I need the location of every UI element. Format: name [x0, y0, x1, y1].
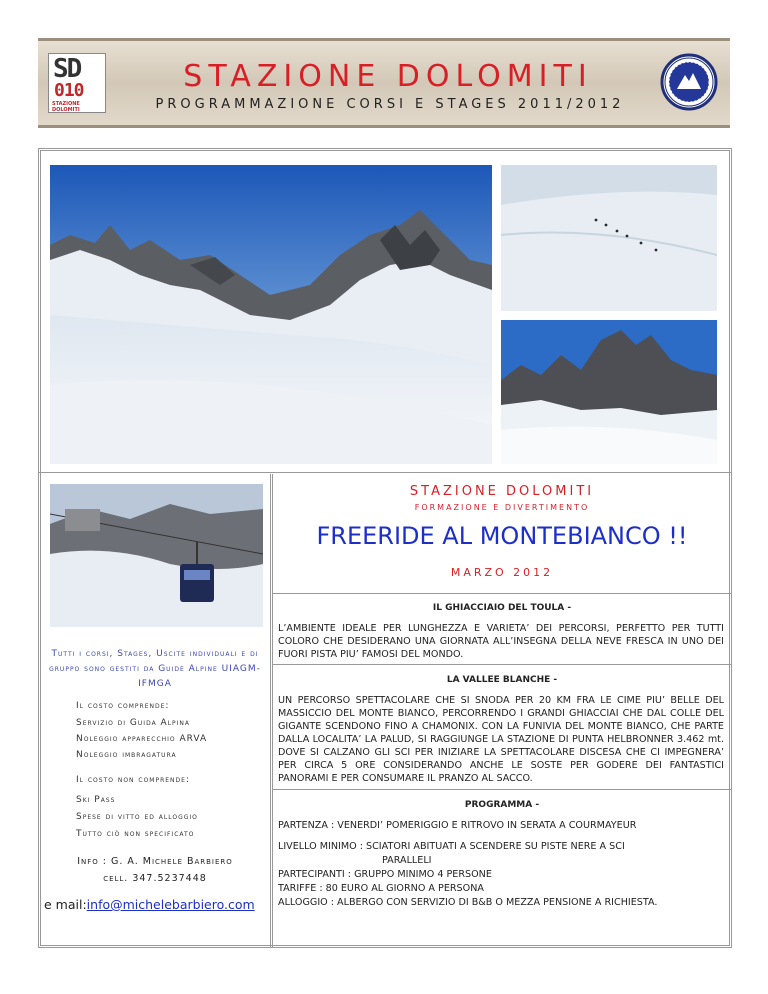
section-text-toula: L’AMBIENTE IDEALE PER LUNGHEZZA E VARIETA’ DEI PERCORSI, PERFETTO PER TUTTI COLORO CHE DESIDERANO UNA GIORNATA ALL’INSEGNA DELLA NEVE FRESCA IN UNO DEI FUORI PISTA PIU’ FAMOSI DEL MONDO. — [278, 623, 724, 660]
logo-text: SD — [53, 54, 81, 84]
flyer-date: MARZO 2012 — [450, 566, 554, 579]
divider — [38, 472, 732, 473]
email-line — [44, 897, 255, 912]
includes-item: Servizio di Guida Alpina — [76, 718, 191, 728]
section-heading-vallee-blanche: LA VALLEE BLANCHE - — [446, 675, 558, 685]
glacier-panorama-photo — [50, 165, 492, 464]
excludes-heading: Il costo non comprende: — [76, 775, 190, 785]
program-heading: PROGRAMMA - — [464, 800, 540, 810]
flyer-org: STAZIONE DOLOMITI — [409, 484, 595, 499]
header-title: STAZIONE DOLOMITI — [183, 59, 593, 94]
info-name: Info : G. A. Michele Barbiero — [77, 856, 233, 867]
includes-item: Noleggio apparecchio ARVA — [76, 734, 208, 744]
program-livello-cont: PARALLELI — [382, 855, 432, 866]
divider — [272, 789, 732, 790]
program-partenza: PARTENZA : VENERDI’ POMERIGGIO E RITROVO IN SERATA A COURMAYEUR — [278, 820, 637, 831]
includes-item: Noleggio imbragatura — [76, 750, 177, 760]
divider — [272, 593, 732, 594]
mountain-peaks-photo — [501, 320, 717, 464]
cable-car-photo — [50, 484, 263, 627]
section-text-vallee-blanche: UN PERCORSO SPETTACOLARE CHE SI SNODA PER 20 KM FRA LE CIME PIU’ BELLE DEL MASSICCIO DEL MONTE BIANCO, PERCORRENDO I GRANDI GHIACCIAI CHE DAL COLLE DEL GIGANTE SCENDONO FINO A CHAMONIX. CON LA FUNIVIA DEL MONTE BIANCO, CHE PARTE DALLA LOCALITA’ LA PALUD, SI RAGGIUNGE LA STAZIONE DI PUNTA HELBRONNER 3.462 mt. DOVE SI CALZANO GLI SCI PER INIZIARE LA SPETTACOLARE DISCESA CHE CI IMPEGNERA’ PER CIRCA 5 ORE CONSIDERANDO ANCHE LE SOSTE PER GODERE DEI FANTASTICI PANORAMI E PER CONSUMARE IL PRANZO AL SACCO. — [278, 695, 724, 784]
email-label: e mail: — [44, 897, 87, 912]
flyer-tagline: FORMAZIONE E DIVERTIMENTO — [414, 503, 590, 512]
guide-alpine-seal-icon — [660, 53, 718, 111]
excludes-item: Spese di vitto ed alloggio — [76, 812, 198, 822]
skiers-glacier-photo — [501, 165, 717, 311]
program-livello: LIVELLO MINIMO : SCIATORI ABITUATI A SCENDERE SU PISTE NERE A SCI — [278, 841, 625, 852]
program-tariffe: TARIFFE : 80 EURO AL GIORNO A PERSONA — [278, 883, 484, 894]
excludes-item: Tutto ciò non specificato — [76, 829, 195, 839]
section-heading-toula: IL GHIACCIAIO DEL TOULA - — [432, 603, 572, 613]
logo-tagline: STAZIONE DOLOMITI — [52, 101, 80, 113]
sidebar-intro: Tutti i corsi, Stages, Uscite individuali e di gruppo sono gestiti da Guide Alpine UIAGM-IFMGA — [49, 649, 261, 689]
sd010-logo — [48, 53, 106, 113]
header-banner — [38, 38, 730, 128]
program-partecipanti: PARTECIPANTI : GRUPPO MINIMO 4 PERSONE — [278, 869, 492, 880]
includes-heading: Il costo comprende: — [76, 701, 170, 711]
flyer-title: FREERIDE AL MONTEBIANCO !! — [316, 522, 688, 550]
email-link[interactable]: info@michelebarbiero.com — [86, 897, 255, 912]
program-alloggio: ALLOGGIO : ALBERGO CON SERVIZIO DI B&B O MEZZA PENSIONE A RICHIESTA. — [278, 897, 658, 908]
header-subtitle: PROGRAMMAZIONE CORSI E STAGES 2011/2012 — [155, 97, 625, 112]
info-contact — [42, 853, 268, 887]
excludes-item: Ski Pass — [76, 795, 116, 805]
info-phone: cell. 347.5237448 — [103, 873, 207, 884]
logo-number: 010 — [54, 80, 84, 101]
divider — [272, 664, 732, 665]
